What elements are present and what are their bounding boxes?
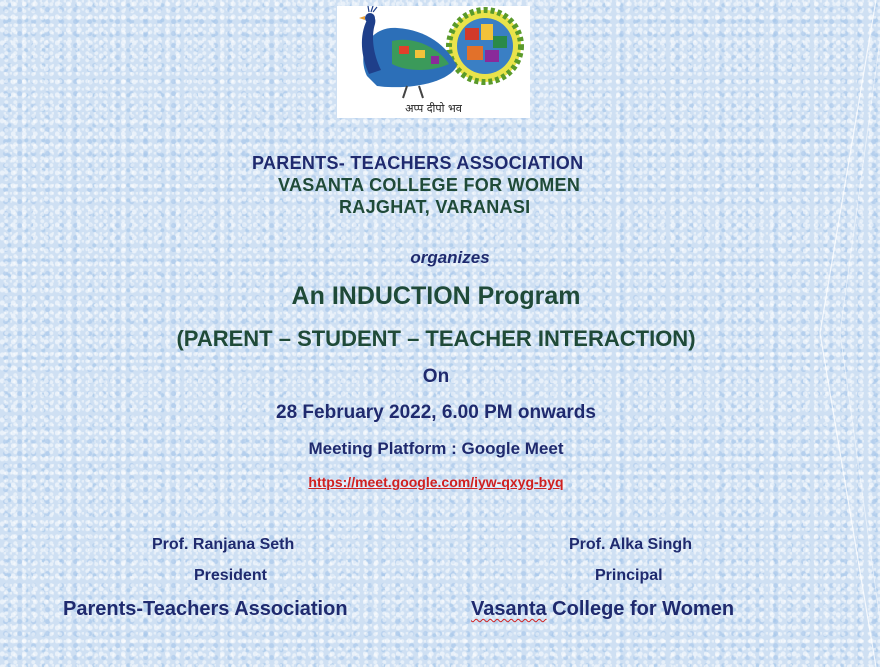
logo-motto: अप्प दीपो भव — [405, 102, 462, 115]
college-location-heading: RAJGHAT, VARANASI — [339, 197, 531, 217]
college-logo — [337, 6, 530, 118]
principal-organization — [471, 598, 734, 621]
event-subtitle: (PARENT – STUDENT – TEACHER INTERACTION) — [176, 326, 696, 351]
principal-role: Principal — [595, 567, 663, 584]
peacock-emblem-icon — [337, 6, 530, 102]
event-title: An INDUCTION Program — [291, 282, 581, 310]
spellcheck-underlined-word: Vasanta — [471, 598, 547, 620]
organizes-text: organizes — [410, 248, 490, 267]
meeting-link[interactable]: https://meet.google.com/iyw-qxyg-byq — [308, 474, 564, 490]
president-name: Prof. Ranjana Seth — [152, 536, 295, 553]
event-datetime: 28 February 2022, 6.00 PM onwards — [276, 402, 596, 423]
college-name-heading: VASANTA COLLEGE FOR WOMEN — [278, 175, 581, 195]
president-role: President — [194, 567, 267, 584]
principal-name: Prof. Alka Singh — [569, 536, 692, 553]
principal-organization-rest: College for Women — [546, 598, 735, 620]
on-text: On — [422, 366, 450, 387]
meeting-platform: Meeting Platform : Google Meet — [308, 439, 564, 458]
association-heading: PARENTS- TEACHERS ASSOCIATION — [252, 153, 584, 173]
meeting-link-line — [0, 474, 876, 490]
president-organization: Parents-Teachers Association — [63, 598, 348, 620]
